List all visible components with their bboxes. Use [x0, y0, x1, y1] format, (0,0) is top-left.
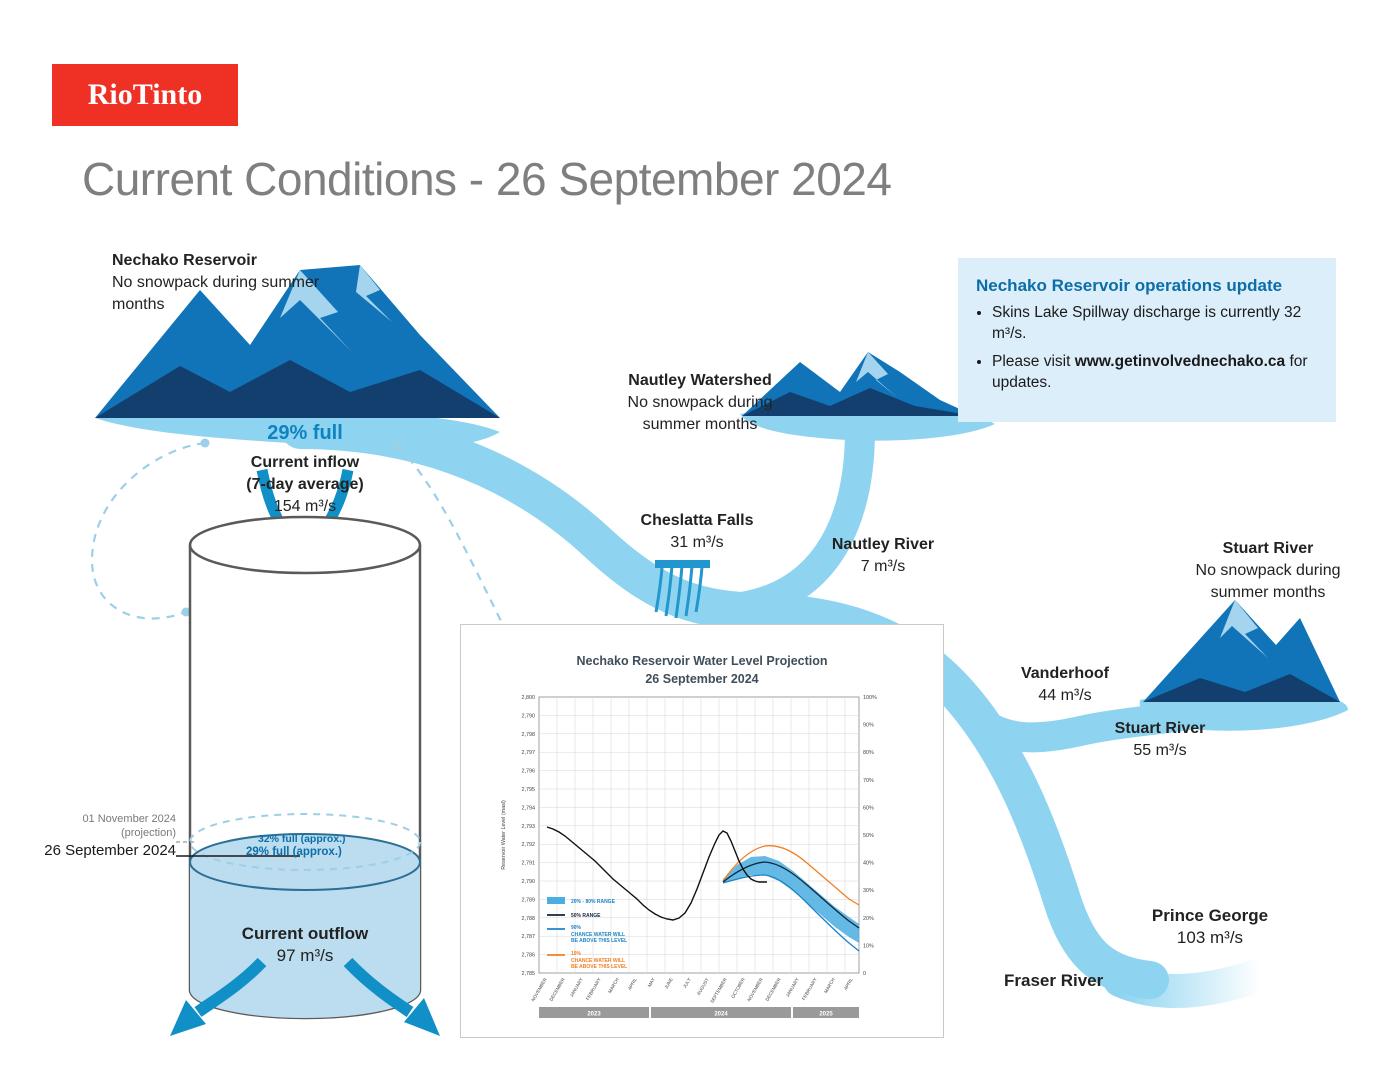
operations-update-heading: Nechako Reservoir operations update [976, 276, 1283, 295]
svg-text:MARCH: MARCH [607, 977, 620, 995]
operations-update-list [958, 302, 1336, 393]
svg-text:2023: 2023 [587, 1011, 601, 1018]
svg-text:2,798: 2,798 [521, 731, 535, 738]
svg-text:BE ABOVE THIS LEVEL: BE ABOVE THIS LEVEL [571, 938, 628, 944]
svg-text:2,788: 2,788 [521, 915, 535, 922]
label-nautley-river: Nautley River 7 m³/s [831, 536, 935, 575]
svg-text:10%: 10% [571, 951, 582, 957]
label-nechako-reservoir: Nechako Reservoir No snowpack during summer months [112, 252, 320, 313]
svg-text:2,796: 2,796 [521, 768, 535, 775]
svg-text:2,786: 2,786 [521, 952, 535, 959]
svg-text:2,793: 2,793 [521, 823, 535, 830]
svg-text:30%: 30% [863, 888, 874, 895]
svg-text:2,785: 2,785 [521, 971, 535, 977]
svg-text:Reservoir Water Level (masl): Reservoir Water Level (masl) [501, 800, 507, 870]
svg-text:NOVEMBER: NOVEMBER [746, 977, 764, 1003]
svg-text:2,789: 2,789 [521, 897, 535, 904]
svg-text:80%: 80% [863, 750, 874, 757]
svg-text:CHANCE WATER WILL: CHANCE WATER WILL [571, 932, 626, 938]
svg-text:2,790: 2,790 [521, 713, 535, 720]
svg-text:2,800: 2,800 [521, 695, 535, 701]
svg-text:JULY: JULY [682, 977, 692, 989]
svg-text:2,792: 2,792 [521, 842, 535, 849]
fraser-river-path [1120, 975, 1260, 991]
page-title: Current Conditions - 26 September 2024 [82, 153, 892, 205]
label-current-outflow: Current outflow 97 m³/s [241, 924, 369, 965]
svg-text:MAY: MAY [646, 977, 656, 988]
svg-text:2025: 2025 [819, 1011, 833, 1018]
label-cheslatta-falls: Cheslatta Falls 31 m³/s [640, 512, 754, 551]
svg-text:FEBRUARY: FEBRUARY [585, 977, 602, 1002]
label-current-inflow: Current inflow (7-day average) 154 m³/s [246, 454, 364, 515]
label-projection-date: 01 November 2024 (projection) [82, 813, 176, 839]
svg-text:10%: 10% [863, 943, 874, 950]
svg-text:40%: 40% [863, 860, 874, 867]
svg-text:MARCH: MARCH [823, 977, 836, 995]
svg-text:0: 0 [863, 971, 866, 977]
getinvolved-link[interactable]: www.getinvolvednechako.ca [1074, 353, 1286, 370]
svg-text:APRIL: APRIL [626, 977, 638, 992]
svg-text:JUNE: JUNE [663, 977, 674, 990]
chart-svg [461, 625, 943, 1037]
operations-update-item-2: • Please visit www.getinvolvednechako.ca for updates. [992, 351, 1318, 393]
label-current-value: 29% full (approx.) [246, 846, 342, 858]
svg-text:APRIL: APRIL [842, 977, 854, 992]
svg-text:JANUARY: JANUARY [568, 977, 584, 998]
svg-text:OCTOBER: OCTOBER [730, 977, 746, 1000]
operations-update-box [958, 258, 1336, 422]
chart-title: Nechako Reservoir Water Level Projection [576, 654, 828, 668]
label-vanderhoof: Vanderhoof 44 m³/s [1020, 665, 1109, 704]
label-fraser-river: Fraser River [1004, 971, 1104, 990]
svg-text:2,791: 2,791 [521, 860, 535, 867]
svg-text:2,797: 2,797 [521, 750, 535, 757]
water-level-projection-chart [460, 624, 944, 1038]
svg-text:DECEMBER: DECEMBER [764, 977, 782, 1003]
label-projection-value: 32% full (approx.) [258, 833, 346, 845]
svg-text:2,790: 2,790 [521, 879, 535, 885]
svg-text:FEBRUARY: FEBRUARY [801, 977, 818, 1002]
svg-text:50%: 50% [863, 833, 874, 839]
label-prince-george: Prince George 103 m³/s [1151, 906, 1269, 947]
svg-text:20% - 80% RANGE: 20% - 80% RANGE [571, 899, 615, 905]
chart-year-bands [539, 1007, 859, 1018]
svg-text:90%: 90% [863, 722, 874, 729]
label-stuart-river: Stuart River 55 m³/s [1114, 720, 1206, 759]
label-stuart-watershed: Stuart River No snowpack during summer months [1195, 540, 1341, 601]
svg-text:2,795: 2,795 [521, 787, 535, 793]
label-current-date: 26 September 2024 [44, 842, 176, 859]
svg-text:BE ABOVE THIS LEVEL: BE ABOVE THIS LEVEL [571, 964, 628, 970]
svg-text:CHANCE WATER WILL: CHANCE WATER WILL [571, 958, 626, 964]
operations-update-item-1: • Skins Lake Spillway discharge is currently 32 m³/s. [992, 302, 1318, 344]
svg-text:SEPTEMBER: SEPTEMBER [709, 977, 728, 1005]
svg-text:JANUARY: JANUARY [784, 977, 800, 998]
svg-text:DECEMBER: DECEMBER [548, 977, 566, 1003]
svg-text:100%: 100% [863, 695, 877, 701]
svg-text:2,794: 2,794 [521, 805, 535, 812]
svg-text:70%: 70% [863, 777, 874, 784]
label-reservoir-fill: 29% full [267, 422, 343, 444]
svg-text:NOVEMBER: NOVEMBER [530, 977, 548, 1003]
stuart-mountain-icon [1143, 600, 1340, 702]
label-nautley-watershed: Nautley Watershed No snowpack during summer months [627, 372, 773, 433]
svg-text:2024: 2024 [714, 1011, 728, 1018]
svg-text:20%: 20% [863, 915, 874, 922]
svg-text:90%: 90% [571, 925, 582, 931]
svg-text:50% RANGE: 50% RANGE [571, 913, 601, 919]
svg-text:60%: 60% [863, 805, 874, 812]
chart-subtitle: 26 September 2024 [645, 672, 759, 686]
svg-text:AUGUST: AUGUST [695, 977, 710, 997]
svg-text:2,787: 2,787 [521, 934, 535, 941]
logo-text: RioTinto [87, 78, 203, 111]
